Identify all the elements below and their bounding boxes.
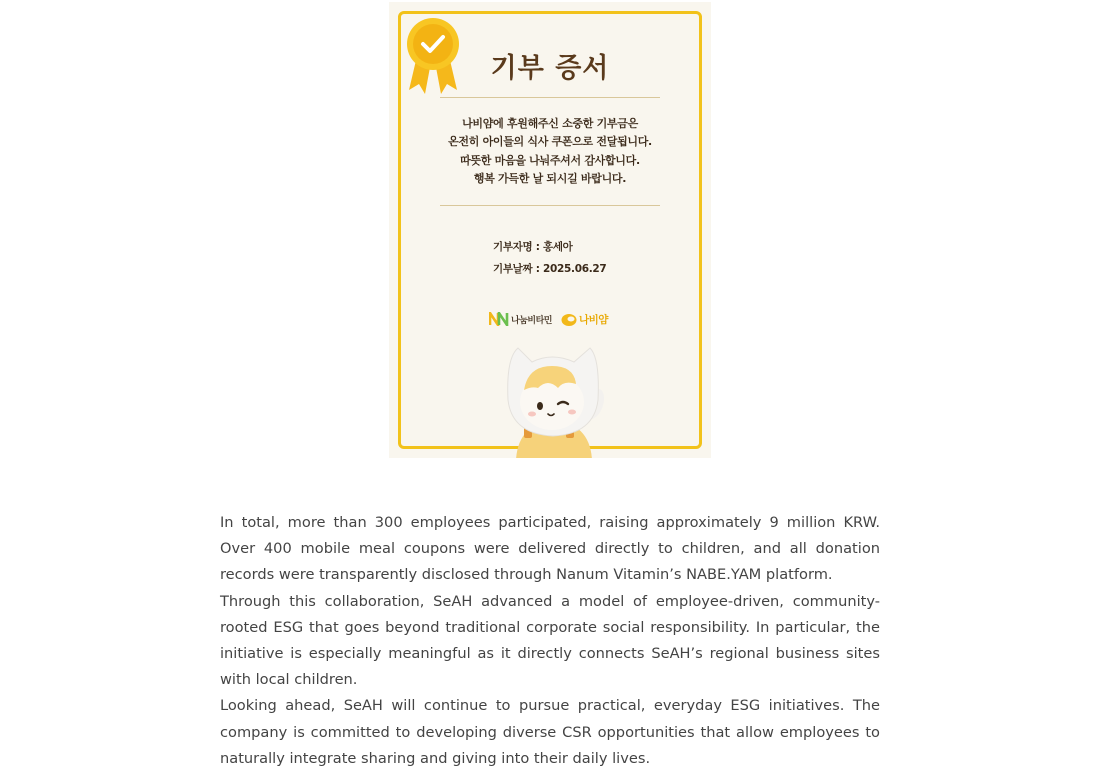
date-value: 2025.06.27	[543, 263, 607, 275]
article-body	[220, 510, 880, 772]
logo1-text: 나눔비타민	[511, 315, 552, 326]
donation-certificate	[389, 2, 711, 458]
partner-logos	[489, 312, 619, 330]
nabeyam-icon	[561, 313, 577, 327]
article-paragraph: Through this collaboration, SeAH advanced a model of employee-driven, community-rooted ESG that goes beyond traditional corporate social responsibility. In particular, the initiative is especially meaningful as it directly connects SeAH’s regional business sites with local children.	[220, 592, 880, 689]
logo2-text: 나비얌	[579, 314, 608, 326]
certificate-title: 기부 증서	[490, 53, 610, 84]
certificate-message	[389, 115, 711, 188]
message-line: 온전히 아이들의 식사 쿠폰으로 전달됩니다.	[448, 135, 652, 149]
nabeyam-logo	[561, 312, 608, 327]
article-paragraph: Looking ahead, SeAH will continue to pursue practical, everyday ESG initiatives. The company is committed to developing diverse CSR opportunities that allow employees to naturally integrate sharing and giving into their daily lives.	[220, 697, 880, 767]
nanum-vitamin-icon	[489, 312, 509, 326]
divider	[440, 205, 660, 206]
message-line: 나비얌에 후원해주신 소중한 기부금은	[462, 117, 638, 130]
date-label: 기부날짜 :	[493, 263, 540, 275]
divider	[440, 97, 660, 98]
donor-row	[493, 239, 573, 254]
mascot-illustration	[494, 344, 614, 458]
message-line: 따뜻한 마음을 나눠주셔서 감사합니다.	[460, 153, 640, 167]
message-line: 행복 가득한 날 되시길 바랍니다.	[473, 171, 627, 185]
article-paragraph: In total, more than 300 employees participated, raising approximately 9 million KRW. Over 400 mobile meal coupons were delivered directly to children, and all donation records were transparently disclosed through Nanum Vitamin’s NABE.YAM platform.	[220, 514, 880, 584]
nanum-vitamin-logo	[489, 312, 552, 326]
date-row	[493, 261, 606, 276]
donor-name: 홍세아	[543, 241, 573, 253]
donor-label: 기부자명 :	[493, 241, 540, 253]
